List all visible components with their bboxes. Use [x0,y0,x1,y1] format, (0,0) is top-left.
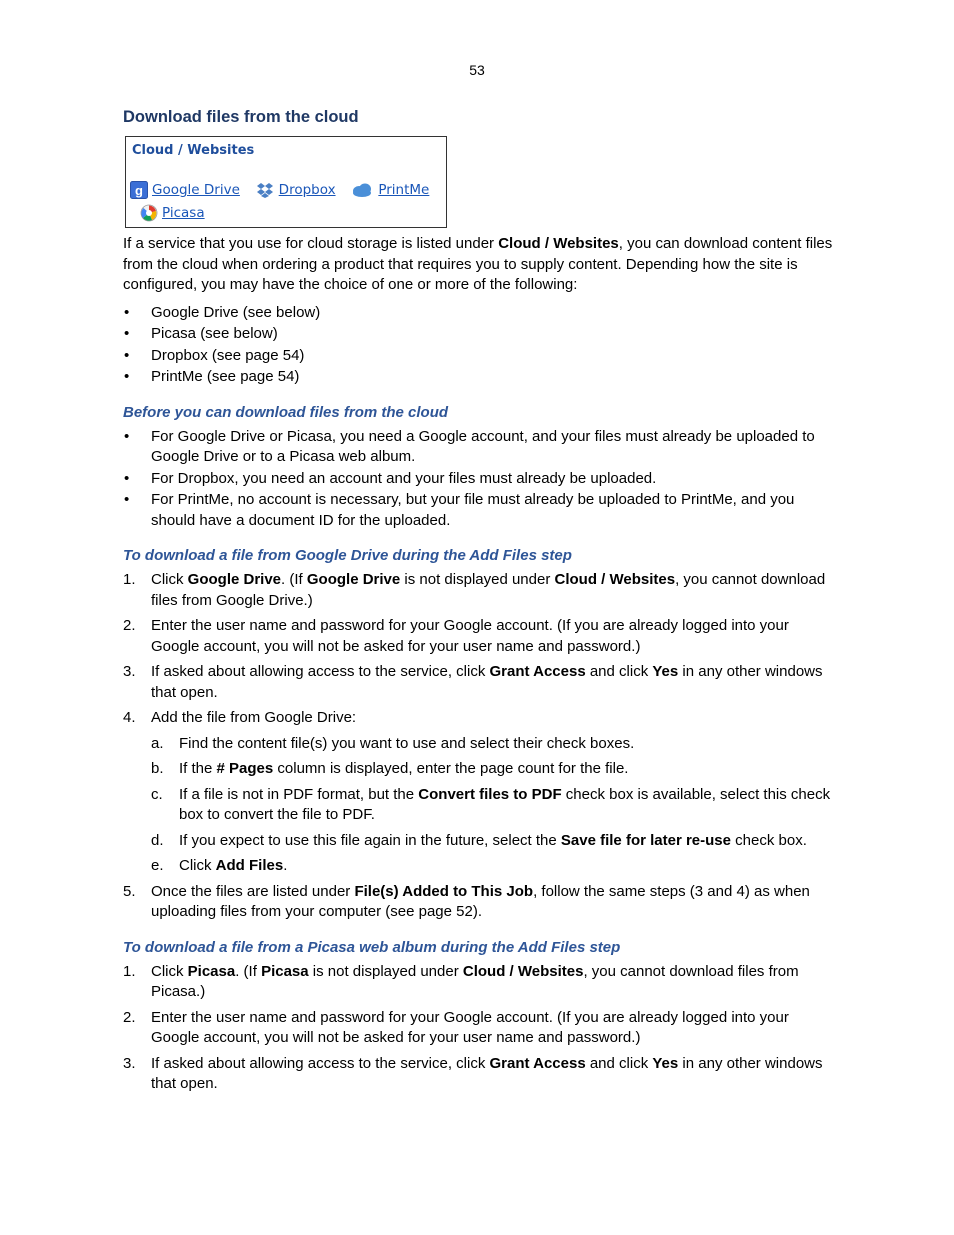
before-heading: Before you can download files from the cloud [123,403,449,421]
printme-label: PrintMe [378,182,430,198]
printme-link[interactable] [350,181,429,199]
dropbox-link[interactable] [255,181,336,199]
dropbox-label: Dropbox [278,182,336,198]
list-item: • PrintMe (see page 54) [123,367,835,388]
list-item: 5. Once the files are listed under File(s) Added to This Job, follow the same steps (3 and 4) as when uploading files from your computer (see page 52). [123,882,810,920]
services-list [123,303,835,388]
list-item: 2. Enter the user name and password for your Google account. (If you are already logged into your Google account, you will not be asked for your user name and password.) [123,617,789,655]
list-item: • For Dropbox, you need an account and your files must already be uploaded. [123,469,835,490]
picasa-heading: To download a file from a Picasa web album during the Add Files step [123,938,621,956]
gdrive-heading: To download a file from Google Drive during the Add Files step [123,547,572,564]
list-item: 1. Click Google Drive. (If Google Drive is not displayed under Cloud / Websites, you cannot download files from Google Drive.) [123,571,826,609]
gdrive-substeps [151,734,835,877]
list-item: • Picasa (see below) [123,324,835,345]
list-item: • For PrintMe, no account is necessary, but your file must already be uploaded to PrintMe, and you should have a document ID for the uploaded. [123,490,835,531]
gdrive-steps [123,570,835,923]
google-drive-link[interactable] [130,181,240,199]
list-item: a. Find the content file(s) you want to use and select their check boxes. [151,734,635,752]
picasa-link[interactable] [140,204,205,222]
list-item: • Dropbox (see page 54) [123,346,835,367]
list-item: 3. If asked about allowing access to the service, click Grant Access and click Yes in any other windows that open. [123,663,823,701]
list-item: c. If a file is not in PDF format, but the Convert files to PDF check box is available, select this check box to convert the file to PDF. [151,785,831,823]
cloud-links [130,181,440,226]
google-drive-label: Google Drive [152,182,240,198]
intro-paragraph: If a service that you use for cloud storage is listed under Cloud / Websites, you can download content files from the cloud when ordering a product that requires you to supply content. Depending how the site is configured, you may have the choice of one or more of the following: [123,235,833,293]
list-item: e. Click Add Files. [151,857,288,874]
list-item: 4. Add the file from Google Drive: a. Find the content file(s) you want to use and select their check boxes. b. If the # Pages column is displayed, enter the page count for the file. c. If a file is not in PDF format, but the Convert files to PDF check box is available, select this check box to convert the file to PDF. d. If you expect to use this file again in the future, select the Save file for later re-use check box. e. Click Add Files. [123,708,835,877]
svg-text:g: g [135,183,143,198]
list-item: • For Google Drive or Picasa, you need a Google account, and your files must already be uploaded to Google Drive or to a Picasa web album. [123,427,835,468]
google-drive-icon [130,181,148,199]
before-list [123,427,835,532]
dropbox-icon [255,181,275,199]
document-content [123,108,835,1100]
cloud-panel-title: Cloud / Websites [132,143,255,158]
list-item: 2. Enter the user name and password for your Google account. (If you are already logged into your Google account, you will not be asked for your user name and password.) [123,1008,789,1046]
printme-cloud-icon [350,181,374,199]
picasa-icon [140,204,158,222]
list-item: • Google Drive (see below) [123,303,835,324]
page-number: 53 [469,62,485,78]
list-item: d. If you expect to use this file again in the future, select the Save file for later re-use check box. [151,831,807,849]
cloud-websites-panel [125,136,447,228]
list-item: 3. If asked about allowing access to the service, click Grant Access and click Yes in any other windows that open. [123,1054,823,1092]
list-item: 1. Click Picasa. (If Picasa is not displayed under Cloud / Websites, you cannot download files from Picasa.) [123,962,799,1000]
list-item: b. If the # Pages column is displayed, enter the page count for the file. [151,760,629,777]
picasa-label: Picasa [162,205,205,221]
picasa-steps [123,962,835,1095]
section-heading: Download files from the cloud [123,108,359,126]
